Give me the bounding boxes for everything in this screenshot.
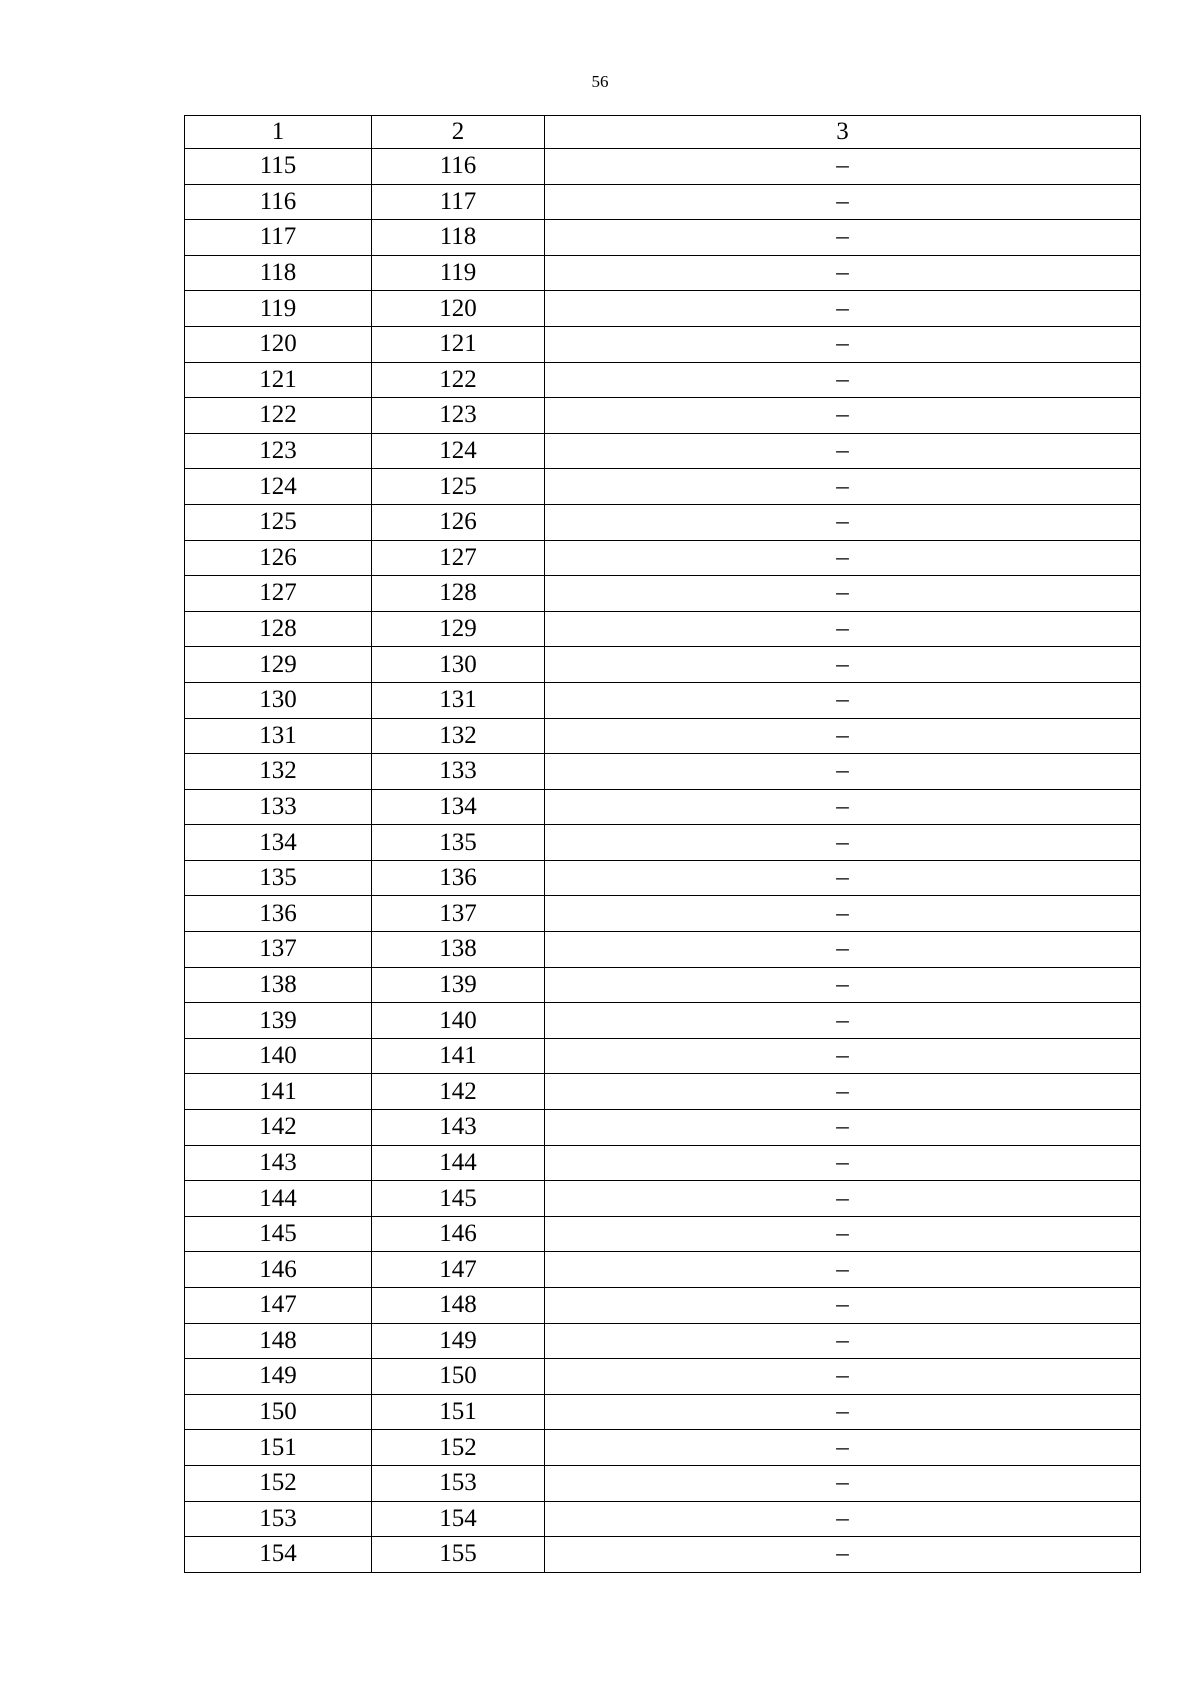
table-cell-col-2: 151 <box>372 1394 545 1430</box>
table-cell-col-2: 139 <box>372 967 545 1003</box>
table-cell-col-1: 136 <box>185 896 372 932</box>
table-cell-col-1: 126 <box>185 540 372 576</box>
table-cell-col-2: 153 <box>372 1465 545 1501</box>
table-cell-col-3: – <box>545 789 1141 825</box>
table-cell-col-2: 142 <box>372 1074 545 1110</box>
table-cell-col-3: – <box>545 184 1141 220</box>
table-cell-col-3: – <box>545 1501 1141 1537</box>
table-cell-col-3: – <box>545 967 1141 1003</box>
table-row <box>185 647 1141 683</box>
table-cell-col-3: – <box>545 576 1141 612</box>
table-row <box>185 1537 1141 1573</box>
table-cell-col-2: 123 <box>372 398 545 434</box>
table-row <box>185 1288 1141 1324</box>
table-row <box>185 896 1141 932</box>
table-cell-col-1: 123 <box>185 433 372 469</box>
table-cell-col-1: 118 <box>185 255 372 291</box>
table-row <box>185 469 1141 505</box>
table-cell-col-1: 146 <box>185 1252 372 1288</box>
table-cell-col-3: – <box>545 1216 1141 1252</box>
table-header-row <box>185 116 1141 149</box>
table-row <box>185 860 1141 896</box>
table-row <box>185 504 1141 540</box>
table-cell-col-2: 131 <box>372 682 545 718</box>
table-cell-col-2: 125 <box>372 469 545 505</box>
table-cell-col-3: – <box>545 362 1141 398</box>
table-cell-col-3: – <box>545 149 1141 185</box>
table-row <box>185 1145 1141 1181</box>
table-cell-col-2: 121 <box>372 326 545 362</box>
table-cell-col-2: 154 <box>372 1501 545 1537</box>
table-cell-col-3: – <box>545 1394 1141 1430</box>
table-cell-col-1: 154 <box>185 1537 372 1573</box>
table-row <box>185 255 1141 291</box>
table-cell-col-2: 136 <box>372 860 545 896</box>
table-cell-col-3: – <box>545 1145 1141 1181</box>
table-cell-col-2: 128 <box>372 576 545 612</box>
table-row <box>185 1465 1141 1501</box>
table-cell-col-3: – <box>545 398 1141 434</box>
table-cell-col-1: 139 <box>185 1003 372 1039</box>
table-row <box>185 1430 1141 1466</box>
table-row <box>185 362 1141 398</box>
table-cell-col-2: 127 <box>372 540 545 576</box>
table-cell-col-2: 130 <box>372 647 545 683</box>
table-cell-col-1: 129 <box>185 647 372 683</box>
table-cell-col-1: 116 <box>185 184 372 220</box>
table-row <box>185 1252 1141 1288</box>
table-cell-col-2: 137 <box>372 896 545 932</box>
table-cell-col-2: 133 <box>372 754 545 790</box>
table-cell-col-3: – <box>545 1110 1141 1146</box>
table-cell-col-2: 126 <box>372 504 545 540</box>
table-cell-col-2: 118 <box>372 220 545 256</box>
table-cell-col-3: – <box>545 860 1141 896</box>
table-cell-col-3: – <box>545 718 1141 754</box>
table-row <box>185 1038 1141 1074</box>
table-cell-col-3: – <box>545 1074 1141 1110</box>
table-cell-col-3: – <box>545 647 1141 683</box>
table-cell-col-1: 147 <box>185 1288 372 1324</box>
table-row <box>185 611 1141 647</box>
table-cell-col-1: 149 <box>185 1359 372 1395</box>
table-cell-col-3: – <box>545 932 1141 968</box>
table-cell-col-1: 134 <box>185 825 372 861</box>
table-cell-col-3: – <box>545 1038 1141 1074</box>
table-row <box>185 398 1141 434</box>
table-cell-col-1: 143 <box>185 1145 372 1181</box>
table-cell-col-2: 119 <box>372 255 545 291</box>
table-cell-col-2: 150 <box>372 1359 545 1395</box>
table-cell-col-2: 149 <box>372 1323 545 1359</box>
table-cell-col-3: – <box>545 504 1141 540</box>
data-table <box>184 115 1141 1573</box>
table-cell-col-1: 127 <box>185 576 372 612</box>
table-row <box>185 291 1141 327</box>
table-cell-col-3: – <box>545 469 1141 505</box>
page-number: 56 <box>591 72 609 91</box>
table-cell-col-1: 142 <box>185 1110 372 1146</box>
table-cell-col-1: 128 <box>185 611 372 647</box>
data-table-container <box>184 115 1141 1573</box>
table-cell-col-3: – <box>545 825 1141 861</box>
column-header-3: 3 <box>545 116 1141 149</box>
table-cell-col-1: 132 <box>185 754 372 790</box>
table-cell-col-2: 132 <box>372 718 545 754</box>
table-row <box>185 1181 1141 1217</box>
table-cell-col-1: 138 <box>185 967 372 1003</box>
table-row <box>185 184 1141 220</box>
table-cell-col-2: 116 <box>372 149 545 185</box>
table-cell-col-3: – <box>545 1323 1141 1359</box>
table-cell-col-2: 140 <box>372 1003 545 1039</box>
table-cell-col-1: 140 <box>185 1038 372 1074</box>
table-row <box>185 1323 1141 1359</box>
table-row <box>185 718 1141 754</box>
table-cell-col-1: 152 <box>185 1465 372 1501</box>
table-cell-col-1: 125 <box>185 504 372 540</box>
table-cell-col-2: 155 <box>372 1537 545 1573</box>
table-row <box>185 1003 1141 1039</box>
table-cell-col-3: – <box>545 754 1141 790</box>
table-cell-col-2: 141 <box>372 1038 545 1074</box>
table-cell-col-2: 144 <box>372 1145 545 1181</box>
table-cell-col-3: – <box>545 1288 1141 1324</box>
table-cell-col-3: – <box>545 1252 1141 1288</box>
table-row <box>185 220 1141 256</box>
table-cell-col-1: 151 <box>185 1430 372 1466</box>
table-cell-col-3: – <box>545 1465 1141 1501</box>
table-cell-col-1: 150 <box>185 1394 372 1430</box>
table-cell-col-1: 153 <box>185 1501 372 1537</box>
table-cell-col-3: – <box>545 682 1141 718</box>
table-cell-col-3: – <box>545 1181 1141 1217</box>
table-cell-col-2: 120 <box>372 291 545 327</box>
table-row <box>185 326 1141 362</box>
table-cell-col-2: 148 <box>372 1288 545 1324</box>
table-cell-col-2: 147 <box>372 1252 545 1288</box>
table-cell-col-1: 133 <box>185 789 372 825</box>
table-cell-col-3: – <box>545 291 1141 327</box>
table-row <box>185 825 1141 861</box>
table-cell-col-1: 135 <box>185 860 372 896</box>
table-cell-col-1: 117 <box>185 220 372 256</box>
table-cell-col-2: 122 <box>372 362 545 398</box>
table-row <box>185 1501 1141 1537</box>
column-header-1: 1 <box>185 116 372 149</box>
table-cell-col-3: – <box>545 220 1141 256</box>
table-cell-col-3: – <box>545 611 1141 647</box>
table-cell-col-3: – <box>545 326 1141 362</box>
table-cell-col-1: 144 <box>185 1181 372 1217</box>
table-cell-col-2: 117 <box>372 184 545 220</box>
table-cell-col-3: – <box>545 1430 1141 1466</box>
table-cell-col-1: 124 <box>185 469 372 505</box>
table-row <box>185 1110 1141 1146</box>
table-cell-col-2: 135 <box>372 825 545 861</box>
table-cell-col-1: 115 <box>185 149 372 185</box>
table-cell-col-2: 145 <box>372 1181 545 1217</box>
table-row <box>185 1074 1141 1110</box>
table-cell-col-1: 120 <box>185 326 372 362</box>
table-row <box>185 754 1141 790</box>
table-body <box>185 116 1141 1573</box>
table-cell-col-3: – <box>545 433 1141 469</box>
table-cell-col-2: 124 <box>372 433 545 469</box>
table-cell-col-3: – <box>545 255 1141 291</box>
table-cell-col-3: – <box>545 540 1141 576</box>
table-cell-col-1: 148 <box>185 1323 372 1359</box>
table-cell-col-2: 138 <box>372 932 545 968</box>
table-row <box>185 682 1141 718</box>
table-cell-col-2: 134 <box>372 789 545 825</box>
table-cell-col-1: 131 <box>185 718 372 754</box>
table-cell-col-1: 145 <box>185 1216 372 1252</box>
table-row <box>185 149 1141 185</box>
table-row <box>185 789 1141 825</box>
table-row <box>185 1394 1141 1430</box>
table-cell-col-3: – <box>545 1003 1141 1039</box>
table-cell-col-3: – <box>545 1537 1141 1573</box>
table-cell-col-1: 141 <box>185 1074 372 1110</box>
table-cell-col-2: 146 <box>372 1216 545 1252</box>
table-row <box>185 967 1141 1003</box>
table-row <box>185 932 1141 968</box>
table-cell-col-1: 137 <box>185 932 372 968</box>
column-header-2: 2 <box>372 116 545 149</box>
table-row <box>185 540 1141 576</box>
table-cell-col-1: 130 <box>185 682 372 718</box>
table-cell-col-1: 119 <box>185 291 372 327</box>
table-cell-col-2: 129 <box>372 611 545 647</box>
table-cell-col-1: 122 <box>185 398 372 434</box>
table-cell-col-3: – <box>545 896 1141 932</box>
table-cell-col-3: – <box>545 1359 1141 1395</box>
table-row <box>185 1359 1141 1395</box>
table-cell-col-2: 152 <box>372 1430 545 1466</box>
table-cell-col-2: 143 <box>372 1110 545 1146</box>
table-row <box>185 576 1141 612</box>
table-row <box>185 433 1141 469</box>
table-row <box>185 1216 1141 1252</box>
table-cell-col-1: 121 <box>185 362 372 398</box>
